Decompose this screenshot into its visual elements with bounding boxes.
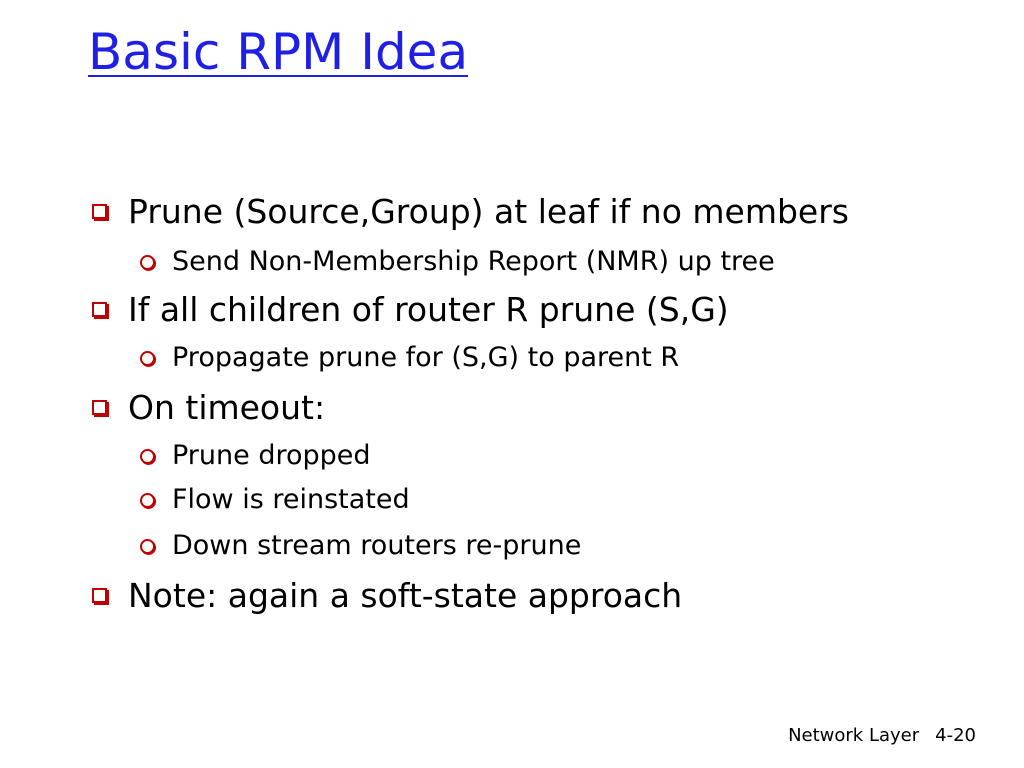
sub-bullet-text: Prune dropped bbox=[172, 440, 371, 471]
sub-bullet-text: Propagate prune for (S,G) to parent R bbox=[172, 342, 680, 373]
page-number: 4-20 bbox=[935, 725, 976, 746]
bullet-item bbox=[92, 574, 682, 618]
sub-bullet-item bbox=[138, 244, 775, 280]
bullet-item bbox=[92, 288, 729, 332]
slide-footer bbox=[788, 725, 976, 746]
sub-bullet-item bbox=[138, 528, 581, 564]
hollow-square-icon bbox=[92, 400, 107, 415]
bullet-item bbox=[92, 386, 325, 430]
hollow-circle-icon bbox=[140, 539, 155, 554]
sub-bullet-item bbox=[138, 482, 410, 518]
bullet-text: On timeout: bbox=[128, 388, 326, 427]
sub-bullet-text: Flow is reinstated bbox=[172, 484, 410, 515]
sub-bullet-item bbox=[138, 438, 371, 474]
bullet-text: Note: again a soft-state approach bbox=[128, 576, 683, 615]
hollow-square-icon bbox=[92, 302, 107, 317]
sub-bullet-text: Send Non-Membership Report (NMR) up tree bbox=[172, 246, 775, 277]
hollow-circle-icon bbox=[140, 351, 155, 366]
slide-title: Basic RPM Idea bbox=[88, 23, 469, 81]
bullet-item bbox=[92, 190, 849, 234]
bullet-text: If all children of router R prune (S,G) bbox=[128, 290, 729, 329]
footer-section: Network Layer bbox=[788, 725, 920, 746]
sub-bullet-text: Down stream routers re-prune bbox=[172, 530, 582, 561]
hollow-circle-icon bbox=[140, 449, 155, 464]
hollow-circle-icon bbox=[140, 493, 155, 508]
hollow-square-icon bbox=[92, 204, 107, 219]
hollow-circle-icon bbox=[140, 255, 155, 270]
sub-bullet-item bbox=[138, 340, 679, 376]
hollow-square-icon bbox=[92, 588, 107, 603]
bullet-text: Prune (Source,Group) at leaf if no members bbox=[128, 192, 849, 231]
